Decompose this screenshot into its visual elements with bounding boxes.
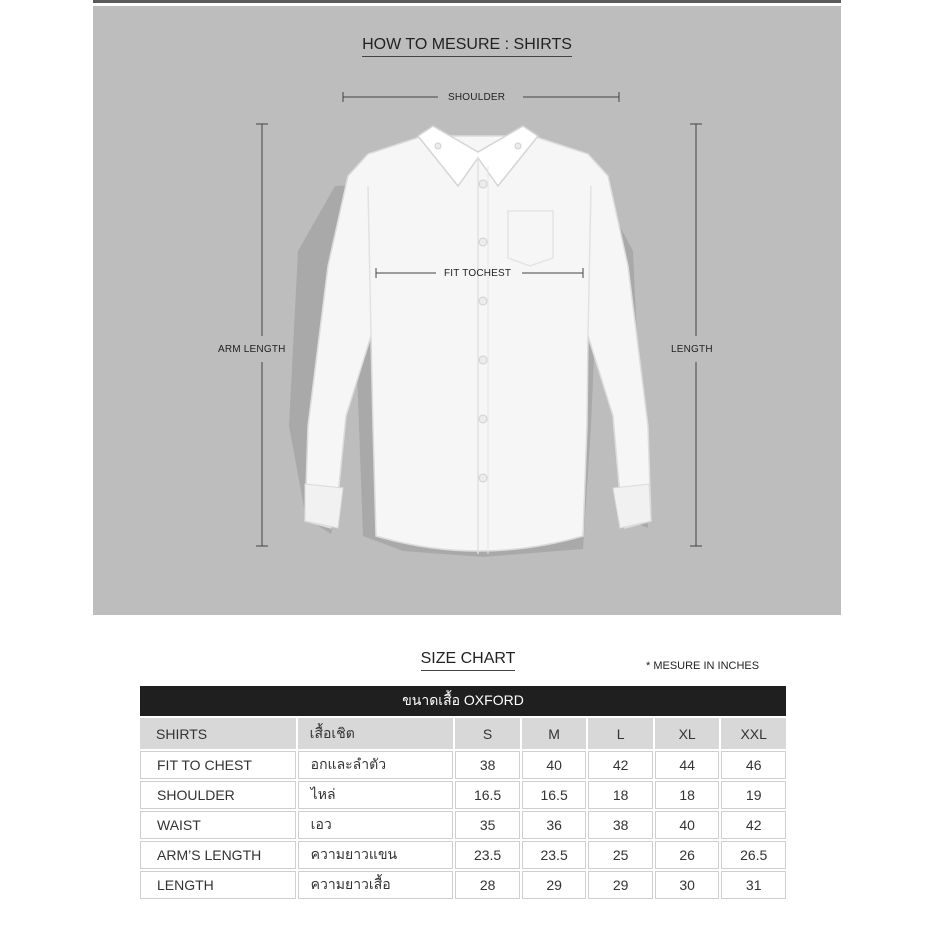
cell-value: 23.5 xyxy=(455,841,520,869)
cell-value: 26 xyxy=(655,841,720,869)
size-chart-table xyxy=(138,684,788,901)
table-row xyxy=(140,841,786,869)
cell-value: 46 xyxy=(721,751,786,779)
cell-value: 19 xyxy=(721,781,786,809)
row-label-en: WAIST xyxy=(140,811,296,839)
diagram-title: HOW TO MESURE : SHIRTS xyxy=(93,36,841,54)
cell-value: 35 xyxy=(455,811,520,839)
header-size-s: S xyxy=(455,718,520,749)
top-rule xyxy=(93,0,841,3)
row-label-en: LENGTH xyxy=(140,871,296,899)
cell-value: 23.5 xyxy=(522,841,587,869)
header-size-l: L xyxy=(588,718,653,749)
cell-value: 16.5 xyxy=(455,781,520,809)
cell-value: 38 xyxy=(588,811,653,839)
table-band-title: ขนาดเสื้อ OXFORD xyxy=(140,686,786,716)
cell-value: 16.5 xyxy=(522,781,587,809)
row-label-th: ความยาวเสื้อ xyxy=(298,871,454,899)
header-shirts-th: เสื้อเชิต xyxy=(298,718,454,749)
cell-value: 29 xyxy=(588,871,653,899)
row-label-en: FIT TO CHEST xyxy=(140,751,296,779)
arm-length-label: ARM LENGTH xyxy=(218,344,286,355)
row-label-th: ไหล่ xyxy=(298,781,454,809)
row-label-th: อกและลำตัว xyxy=(298,751,454,779)
cell-value: 40 xyxy=(522,751,587,779)
cell-value: 29 xyxy=(522,871,587,899)
table-row xyxy=(140,871,786,899)
cell-value: 28 xyxy=(455,871,520,899)
row-label-en: ARM’S LENGTH xyxy=(140,841,296,869)
chest-label: FIT TOCHEST xyxy=(444,268,512,279)
cell-value: 42 xyxy=(588,751,653,779)
cell-value: 18 xyxy=(588,781,653,809)
row-label-en: SHOULDER xyxy=(140,781,296,809)
cell-value: 40 xyxy=(655,811,720,839)
cell-value: 30 xyxy=(655,871,720,899)
table-band xyxy=(140,686,786,716)
cell-value: 31 xyxy=(721,871,786,899)
size-chart-title: SIZE CHART xyxy=(0,650,936,668)
table-row xyxy=(140,811,786,839)
header-size-xxl: XXL xyxy=(721,718,786,749)
cell-value: 36 xyxy=(522,811,587,839)
row-label-th: เอว xyxy=(298,811,454,839)
cell-value: 25 xyxy=(588,841,653,869)
cell-value: 42 xyxy=(721,811,786,839)
measure-diagram-panel xyxy=(93,6,841,615)
header-shirts: SHIRTS xyxy=(140,718,296,749)
cell-value: 26.5 xyxy=(721,841,786,869)
row-label-th: ความยาวแขน xyxy=(298,841,454,869)
shoulder-label: SHOULDER xyxy=(448,92,506,103)
header-size-m: M xyxy=(522,718,587,749)
units-note: * MESURE IN INCHES xyxy=(646,660,760,672)
table-row xyxy=(140,751,786,779)
cell-value: 38 xyxy=(455,751,520,779)
cell-value: 18 xyxy=(655,781,720,809)
cell-value: 44 xyxy=(655,751,720,779)
table-row xyxy=(140,781,786,809)
table-header-row xyxy=(140,718,786,749)
length-label: LENGTH xyxy=(671,344,713,355)
header-size-xl: XL xyxy=(655,718,720,749)
